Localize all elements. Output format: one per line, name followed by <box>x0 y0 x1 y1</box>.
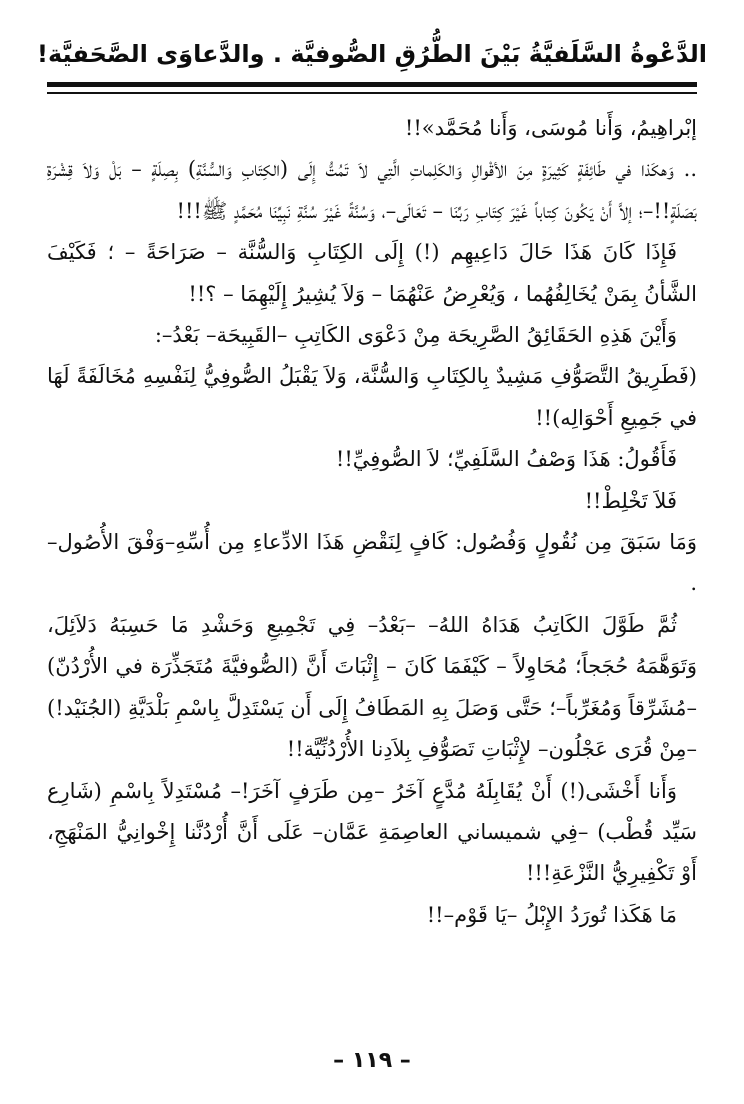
header-rule-thin <box>47 92 697 94</box>
paragraph-2: .. وَهكَذا في طَائِفَةٍ كَثِيرَةٍ مِنَ الأقْوالِ وَالكَلِماتِ الَّتِي لاَ تَمُتُّ إِلَى (الكِتَابِ وَالسُّنَّةِ) بِصِلَةٍ – بَلْ وَلاَ قِشْرَةِ بَصَلَةٍ!!–؛ إلاَّ أَنْ يَكُونَ كِتاباً غَيْرَ كِتَابِ رَبِّنَا – تَعَالَى–، وَسُنَّةً غَيْرَ سُنَّةِ نَبِيِّنَا مُحَمَّدٍ ﷺ!!! <box>47 157 697 223</box>
paragraph-4: وَأَيْنَ هَذِهِ الحَقَائِقُ الصَّرِيحَة مِنْ دَعْوَى الكَاتِبِ –القَبِيحَة– بَعْدُ–: <box>154 323 677 348</box>
paragraph-10: وَأَنا أَخْشَى(!) أَنْ يُقَابِلَهُ مُدَّعٍ آخَرُ –مِن طَرَفٍ آخَرَ!– مُسْتَدِلاً بِاسْمِ (شَارِع سَيِّد قُطْب) –فِي شميساني العاصِمَةِ عَمَّان– عَلَى أَنَّ أُرْدُنَّنا إِخْوانِيُّ المَنْهَجِ، أَوْ تَكْفِيرِيُّ النَّزْعَةِ!!! <box>47 778 697 886</box>
paragraph-5-quote: (فَطَرِيقُ التَّصَوُّفِ مَشِيدٌ بِالكِتَابِ وَالسُّنَّة، وَلاَ يَقْبَلُ الصُّوفِيُّ لِنَفْسِهِ مُخَالَفَةً لَهَا في جَمِيعِ أَحْوَالِه)!! <box>47 364 697 430</box>
paragraph-8: وَمَا سَبَقَ مِن نُقُولٍ وَفُصُول: كَافٍ لِنَقْضِ هَذَا الادِّعاءِ مِن أُسِّهِ–وَفْقَ الأُصُول– . <box>47 530 697 596</box>
page-body-text <box>47 108 697 936</box>
header-rule-thick <box>47 82 697 87</box>
paragraph-1: إبْراهِيمُ، وَأَنا مُوسَى، وَأَنا مُحَمَّد»!! <box>404 116 697 140</box>
paragraph-3: فَإِذَا كَانَ هَذَا حَالَ دَاعِيهِم (!) إِلَى الكِتَابِ وَالسُّنَّة – صَرَاحَةً – ؛ فَكَيْفَ الشَّأنُ بِمَنْ يُخَالِفُهُما ، وَيُعْرِضُ عَنْهُمَا – وَلاَ يُشِيرُ إِلَيْهِمَا – ؟!! <box>47 240 697 306</box>
running-header-title: الدَّعْوةُ السَّلَفيَّةُ بَيْنَ الطُّرُقِ الصُّوفيَّة . والدَّعاوَى الصَّحَفيَّة! <box>37 40 707 68</box>
paragraph-6: فَأَقُولُ: هَذَا وَصْفُ السَّلَفِيِّ؛ لاَ الصُّوفِيِّ!! <box>335 447 677 472</box>
paragraph-9: ثُمَّ طَوَّلَ الكَاتِبُ هَدَاهُ اللهُ– –بَعْدُ– فِي تَجْمِيعِ وَحَشْدِ مَا حَسِبَهُ دَلاَئِلَ، وَتَوَهَّمَهُ حُجَجاً؛ مُحَاوِلاً – كَيْفَمَا كَانَ – إِثْبَاتَ أَنَّ (الصُّوفيَّةَ مُتَجَذِّرَة في الأُرْدُنّ) –مُشَرِّقاً وَمُغَرِّباً–؛ حَتَّى وَصَلَ بِهِ المَطَافُ إِلَى أَن يَسْتَدِلَّ بِاسْمِ بَلْدَيَّةِ (الجُنَيْد!) –مِنْ قُرَى عَجْلُون– لإِثْبَاتِ تَصَوُّفِ بِلاَدِنا الأُرْدُنِّيَّة!! <box>47 612 697 762</box>
page-number: – ١١٩ – <box>333 1048 411 1073</box>
paragraph-7: فَلاَ تَخْلِطْ!! <box>584 488 677 513</box>
paragraph-11: مَا هَكَذا تُورَدُ الإِبْلُ –يَا قَوْم–!! <box>426 902 677 927</box>
